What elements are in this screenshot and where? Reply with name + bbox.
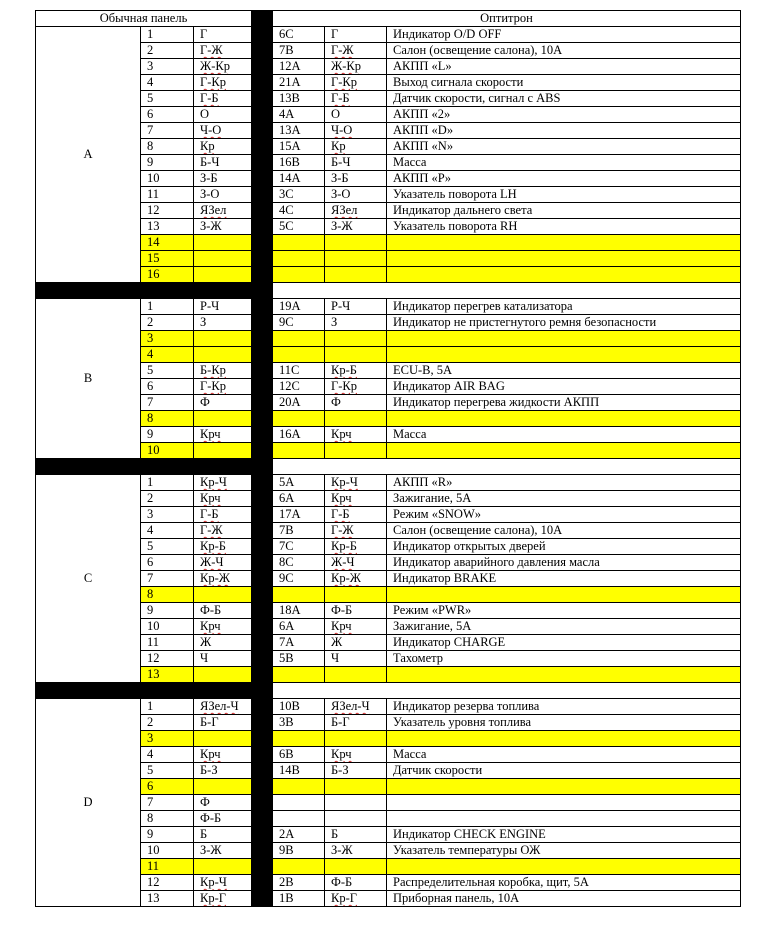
connector-pin (272, 266, 324, 282)
connector-pin: 7C (272, 538, 324, 554)
wire-color-standard: Г-Ж (193, 522, 251, 538)
pin-description (386, 794, 740, 810)
pin-description: Тахометр (386, 650, 740, 666)
wire-color-optitron: Ч (324, 650, 386, 666)
wire-color-optitron: З-Б (324, 170, 386, 186)
pin-description: АКПП «P» (386, 170, 740, 186)
connector-pin: 6B (272, 746, 324, 762)
connector-pin: 9B (272, 842, 324, 858)
connector-pin: 12C (272, 378, 324, 394)
wire-color-optitron: Ф-Б (324, 874, 386, 890)
wire-color-standard (193, 330, 251, 346)
wire-color-optitron: Г-Кр (324, 74, 386, 90)
wire-color-standard: Ф (193, 394, 251, 410)
pin-description (386, 410, 740, 426)
separator-empty (272, 282, 740, 298)
pin-number: 5 (140, 762, 193, 778)
pin-number: 5 (140, 538, 193, 554)
panel-letter: A (35, 26, 140, 282)
separator-empty (272, 682, 740, 698)
wire-color-standard: Р-Ч (193, 298, 251, 314)
wire-color-optitron: Ф-Б (324, 602, 386, 618)
wire-color-optitron: Кр (324, 138, 386, 154)
connector-pin: 5B (272, 650, 324, 666)
pin-description: АКПП «L» (386, 58, 740, 74)
wire-color-standard: З-О (193, 186, 251, 202)
pin-number: 3 (140, 330, 193, 346)
wire-color-optitron: Г-Ж (324, 42, 386, 58)
wire-color-standard: Б-Ч (193, 154, 251, 170)
pin-number: 12 (140, 202, 193, 218)
connector-pin (272, 858, 324, 874)
connector-pin (272, 346, 324, 362)
wire-color-standard: Б-Кр (193, 362, 251, 378)
pin-number: 3 (140, 506, 193, 522)
connector-pin: 15A (272, 138, 324, 154)
wire-color-optitron: З-Ж (324, 218, 386, 234)
connector-pin: 7B (272, 42, 324, 58)
connector-pin: 16B (272, 154, 324, 170)
wire-color-optitron: З (324, 314, 386, 330)
wire-color-standard: Ф (193, 794, 251, 810)
wire-color-optitron: Кр-Г (324, 890, 386, 906)
wire-color-optitron: Кр-Ж (324, 570, 386, 586)
wire-color-standard: З-Ж (193, 218, 251, 234)
pin-number: 10 (140, 618, 193, 634)
pin-number: 4 (140, 522, 193, 538)
connector-pin: 5A (272, 474, 324, 490)
wire-color-standard: ЯЗел (193, 202, 251, 218)
separator-empty (272, 458, 740, 474)
wire-color-standard (193, 586, 251, 602)
pin-description (386, 442, 740, 458)
pin-description: Приборная панель, 10A (386, 890, 740, 906)
pin-number: 2 (140, 314, 193, 330)
wire-color-optitron: ЯЗел-Ч (324, 698, 386, 714)
connector-pin (272, 410, 324, 426)
connector-pin: 6C (272, 26, 324, 42)
wire-color-optitron: Б-З (324, 762, 386, 778)
pin-description: Индикатор O/D OFF (386, 26, 740, 42)
wire-color-standard: Кр-Ж (193, 570, 251, 586)
wire-color-optitron: З-Ж (324, 842, 386, 858)
pin-description: Указатель поворота LH (386, 186, 740, 202)
pin-number: 7 (140, 570, 193, 586)
pin-description (386, 346, 740, 362)
pin-description (386, 730, 740, 746)
pin-number: 5 (140, 90, 193, 106)
pin-number: 9 (140, 602, 193, 618)
divider-bar (251, 298, 272, 458)
pin-number: 10 (140, 442, 193, 458)
pin-description: Индикатор резерва топлива (386, 698, 740, 714)
wire-color-standard (193, 442, 251, 458)
pin-number: 2 (140, 714, 193, 730)
wire-color-optitron (324, 442, 386, 458)
connector-pin: 12A (272, 58, 324, 74)
wire-color-standard: Ж (193, 634, 251, 650)
wire-color-standard: Ф-Б (193, 602, 251, 618)
wire-color-optitron: Ч-О (324, 122, 386, 138)
connector-pin (272, 250, 324, 266)
pin-number: 8 (140, 586, 193, 602)
panel-letter: B (35, 298, 140, 458)
pin-number: 10 (140, 842, 193, 858)
connector-pin: 13A (272, 122, 324, 138)
pin-description (386, 266, 740, 282)
wire-color-standard: Кр-Ч (193, 474, 251, 490)
pin-description (386, 666, 740, 682)
wire-color-standard: Г-Б (193, 90, 251, 106)
connector-pin (272, 794, 324, 810)
pin-number: 7 (140, 394, 193, 410)
wire-color-optitron: Кр-Б (324, 362, 386, 378)
wire-color-standard: Ч (193, 650, 251, 666)
wire-color-standard: Крч (193, 618, 251, 634)
pin-description: ECU-B, 5A (386, 362, 740, 378)
pin-description: Индикатор не пристегнутого ремня безопасности (386, 314, 740, 330)
wire-color-optitron: О (324, 106, 386, 122)
wire-color-standard: Г (193, 26, 251, 42)
wire-color-standard (193, 266, 251, 282)
connector-pin: 14B (272, 762, 324, 778)
wire-color-optitron: Г-Ж (324, 522, 386, 538)
connector-pin: 13B (272, 90, 324, 106)
wire-color-optitron: З-О (324, 186, 386, 202)
wire-color-standard: Б (193, 826, 251, 842)
wire-color-optitron: Кр-Б (324, 538, 386, 554)
connector-pin: 6A (272, 618, 324, 634)
pin-description: Зажигание, 5A (386, 490, 740, 506)
wire-color-standard: Б-З (193, 762, 251, 778)
pin-number: 6 (140, 778, 193, 794)
pin-number: 4 (140, 74, 193, 90)
pin-description (386, 858, 740, 874)
pin-description: Индикатор дальнего света (386, 202, 740, 218)
wire-color-standard: Г-Б (193, 506, 251, 522)
pin-description: Салон (освещение салона), 10A (386, 522, 740, 538)
connector-pin: 8C (272, 554, 324, 570)
wire-color-optitron: Р-Ч (324, 298, 386, 314)
connector-pin: 7A (272, 634, 324, 650)
wire-color-standard: Крч (193, 746, 251, 762)
pin-description: Индикатор аварийного давления масла (386, 554, 740, 570)
wire-color-optitron (324, 250, 386, 266)
wire-color-standard: Крч (193, 426, 251, 442)
pin-number: 16 (140, 266, 193, 282)
wire-color-optitron: Крч (324, 490, 386, 506)
pin-description: Распределительная коробка, щит, 5A (386, 874, 740, 890)
section-separator (35, 682, 272, 698)
pin-description: АКПП «R» (386, 474, 740, 490)
wire-color-optitron (324, 794, 386, 810)
connector-pin: 19A (272, 298, 324, 314)
wire-color-standard: З (193, 314, 251, 330)
pin-description (386, 330, 740, 346)
pin-number: 7 (140, 794, 193, 810)
connector-pin: 14A (272, 170, 324, 186)
wire-color-standard: З-Б (193, 170, 251, 186)
wire-color-optitron (324, 858, 386, 874)
pin-number: 4 (140, 346, 193, 362)
wire-color-optitron: Ж-Ч (324, 554, 386, 570)
pin-number: 11 (140, 186, 193, 202)
connector-pin: 18A (272, 602, 324, 618)
pin-number: 6 (140, 378, 193, 394)
wire-color-standard: Ж-Ч (193, 554, 251, 570)
pin-number: 8 (140, 138, 193, 154)
section-separator (35, 282, 272, 298)
wire-color-optitron: Г-Кр (324, 378, 386, 394)
connector-pin: 21A (272, 74, 324, 90)
wire-color-standard (193, 666, 251, 682)
pin-description: Индикатор открытых дверей (386, 538, 740, 554)
pin-number: 12 (140, 874, 193, 890)
wire-color-standard: З-Ж (193, 842, 251, 858)
wire-color-standard: Ж-Кр (193, 58, 251, 74)
wire-color-optitron (324, 234, 386, 250)
panel-letter: C (35, 474, 140, 682)
pin-description (386, 810, 740, 826)
wire-color-standard (193, 858, 251, 874)
connector-pin: 9C (272, 570, 324, 586)
pin-number: 1 (140, 26, 193, 42)
connector-pin: 1B (272, 890, 324, 906)
pin-number: 13 (140, 218, 193, 234)
wire-color-optitron: Б (324, 826, 386, 842)
connector-pin (272, 778, 324, 794)
connector-pin (272, 586, 324, 602)
wire-color-optitron: Кр-Ч (324, 474, 386, 490)
panel-letter: D (35, 698, 140, 906)
pin-description: АКПП «N» (386, 138, 740, 154)
pin-number: 14 (140, 234, 193, 250)
connector-pin: 4A (272, 106, 324, 122)
connector-pin: 3B (272, 714, 324, 730)
wire-color-optitron (324, 810, 386, 826)
connector-pin: 17A (272, 506, 324, 522)
pin-description: Указатель уровня топлива (386, 714, 740, 730)
divider-bar (251, 10, 272, 26)
connector-pin (272, 810, 324, 826)
wire-color-optitron (324, 778, 386, 794)
wire-color-standard (193, 410, 251, 426)
wiring-pinout-table (35, 10, 741, 907)
wire-color-optitron: Г (324, 26, 386, 42)
pin-description: АКПП «2» (386, 106, 740, 122)
wire-color-optitron (324, 330, 386, 346)
pin-number: 2 (140, 42, 193, 58)
pin-number: 13 (140, 890, 193, 906)
wire-color-optitron: Крч (324, 618, 386, 634)
pin-number: 9 (140, 154, 193, 170)
pin-number: 13 (140, 666, 193, 682)
pin-description: Датчик скорости (386, 762, 740, 778)
connector-pin (272, 330, 324, 346)
pin-description: Салон (освещение салона), 10A (386, 42, 740, 58)
pin-description: Зажигание, 5A (386, 618, 740, 634)
pin-number: 10 (140, 170, 193, 186)
section-separator (35, 458, 272, 474)
pin-number: 8 (140, 410, 193, 426)
wire-color-standard (193, 730, 251, 746)
wire-color-standard: Г-Кр (193, 74, 251, 90)
pin-description (386, 234, 740, 250)
wire-color-optitron (324, 730, 386, 746)
connector-pin (272, 666, 324, 682)
pin-description: Режим «PWR» (386, 602, 740, 618)
wire-color-standard (193, 778, 251, 794)
wire-color-standard: ЯЗел-Ч (193, 698, 251, 714)
wire-color-optitron: Г-Б (324, 90, 386, 106)
pin-description (386, 586, 740, 602)
wire-color-optitron (324, 410, 386, 426)
pin-description: Масса (386, 746, 740, 762)
connector-pin: 5C (272, 218, 324, 234)
pin-number: 11 (140, 634, 193, 650)
pin-number: 1 (140, 474, 193, 490)
connector-pin: 16A (272, 426, 324, 442)
pin-number: 2 (140, 490, 193, 506)
pin-number: 12 (140, 650, 193, 666)
wire-color-optitron (324, 266, 386, 282)
pin-description: АКПП «D» (386, 122, 740, 138)
wire-color-standard: О (193, 106, 251, 122)
connector-pin: 7B (272, 522, 324, 538)
wire-color-standard (193, 234, 251, 250)
pin-description: Выход сигнала скорости (386, 74, 740, 90)
wire-color-standard: Ф-Б (193, 810, 251, 826)
divider-bar (251, 26, 272, 282)
connector-pin (272, 730, 324, 746)
wire-color-standard: Кр-Б (193, 538, 251, 554)
connector-pin (272, 234, 324, 250)
header-left: Обычная панель (35, 10, 251, 26)
pin-description: Масса (386, 154, 740, 170)
connector-pin: 3C (272, 186, 324, 202)
connector-pin: 2B (272, 874, 324, 890)
wire-color-standard (193, 250, 251, 266)
wire-color-standard (193, 346, 251, 362)
connector-pin: 10B (272, 698, 324, 714)
pin-description: Режим «SNOW» (386, 506, 740, 522)
header-right: Оптитрон (272, 10, 740, 26)
wire-color-optitron: Крч (324, 426, 386, 442)
pin-description: Индикатор CHECK ENGINE (386, 826, 740, 842)
wire-color-optitron: Г-Б (324, 506, 386, 522)
wire-color-optitron: Ж-Кр (324, 58, 386, 74)
connector-pin: 2A (272, 826, 324, 842)
wire-color-optitron (324, 666, 386, 682)
divider-bar (251, 698, 272, 906)
divider-bar (251, 474, 272, 682)
wire-color-standard: Крч (193, 490, 251, 506)
wire-color-standard: Ч-О (193, 122, 251, 138)
pin-number: 6 (140, 106, 193, 122)
wire-color-optitron (324, 346, 386, 362)
pin-description: Масса (386, 426, 740, 442)
wire-color-optitron: Ф (324, 394, 386, 410)
pin-number: 4 (140, 746, 193, 762)
wire-color-optitron (324, 586, 386, 602)
wire-color-standard: Кр (193, 138, 251, 154)
wire-color-optitron: Ж (324, 634, 386, 650)
pin-number: 15 (140, 250, 193, 266)
pin-number: 3 (140, 730, 193, 746)
pin-description: Индикатор CHARGE (386, 634, 740, 650)
wire-color-optitron: ЯЗел (324, 202, 386, 218)
connector-pin: 11C (272, 362, 324, 378)
wire-color-optitron: Крч (324, 746, 386, 762)
pin-description: Указатель поворота RH (386, 218, 740, 234)
connector-pin (272, 442, 324, 458)
pin-description: Индикатор BRAKE (386, 570, 740, 586)
pin-number: 8 (140, 810, 193, 826)
pin-number: 3 (140, 58, 193, 74)
pin-number: 1 (140, 298, 193, 314)
wire-color-standard: Г-Кр (193, 378, 251, 394)
wire-color-optitron: Б-Г (324, 714, 386, 730)
wire-color-standard: Б-Г (193, 714, 251, 730)
pin-number: 5 (140, 362, 193, 378)
pin-number: 9 (140, 826, 193, 842)
pin-description: Датчик скорости, сигнал с ABS (386, 90, 740, 106)
connector-pin: 6A (272, 490, 324, 506)
connector-pin: 9C (272, 314, 324, 330)
pin-description: Указатель температуры ОЖ (386, 842, 740, 858)
pin-number: 9 (140, 426, 193, 442)
wire-color-standard: Кр-Г (193, 890, 251, 906)
pin-number: 11 (140, 858, 193, 874)
wire-color-standard: Кр-Ч (193, 874, 251, 890)
pin-description: Индикатор перегрева жидкости АКПП (386, 394, 740, 410)
pin-number: 7 (140, 122, 193, 138)
pin-description: Индикатор перегрев катализатора (386, 298, 740, 314)
pin-description: Индикатор AIR BAG (386, 378, 740, 394)
pin-description (386, 250, 740, 266)
pin-number: 6 (140, 554, 193, 570)
pin-number: 1 (140, 698, 193, 714)
connector-pin: 4C (272, 202, 324, 218)
connector-pin: 20A (272, 394, 324, 410)
wire-color-optitron: Б-Ч (324, 154, 386, 170)
wire-color-standard: Г-Ж (193, 42, 251, 58)
pin-description (386, 778, 740, 794)
